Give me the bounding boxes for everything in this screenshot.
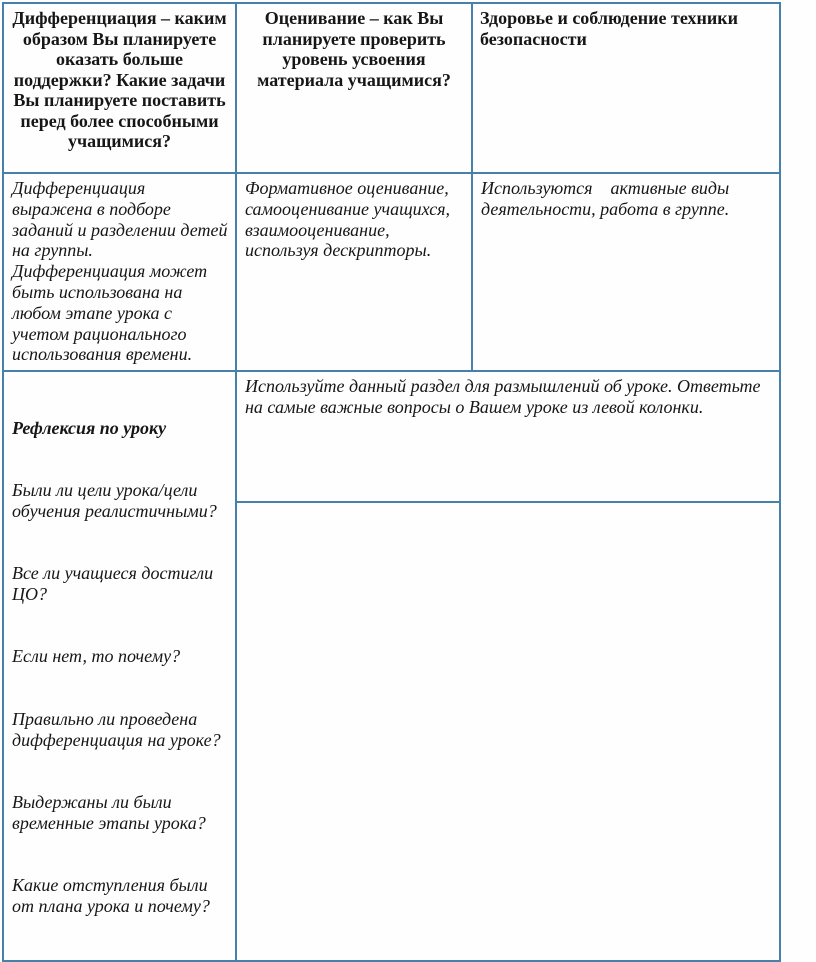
- header-cell-health-safety: Здоровье и соблюдение техники безопасности: [472, 3, 780, 173]
- lesson-plan-table: [2, 2, 781, 962]
- reflection-question: Все ли учащиеся достигли ЦО?: [12, 563, 218, 604]
- reflection-question: Были ли цели урока/цели обучения реалистичными?: [12, 479, 217, 521]
- cell-differentiation-notes: Дифференциация выражена в подборе заданий и разделении детей на группы. Дифференциация может быть использована на любом этапе урока с учетом рационального использования времени.: [3, 173, 236, 371]
- cell-reflection-answer-empty: [236, 502, 780, 962]
- notes-row: [3, 173, 780, 371]
- cell-lesson-reflection: [3, 371, 236, 961]
- cell-assessment-notes: Формативное оценивание, самооценивание учащихся, взаимооценивание, используя дескрипторы.: [236, 173, 472, 371]
- header-row: [3, 3, 780, 173]
- header-cell-differentiation: Дифференциация – каким образом Вы планируете оказать больше поддержки? Какие задачи Вы планируете поставить перед более способными учащимися?: [3, 3, 236, 173]
- header-cell-assessment: Оценивание – как Вы планируете проверить уровень усвоения материала учащимися?: [236, 3, 472, 173]
- cell-health-notes: Используются активные виды деятельности, работа в группе.: [472, 173, 780, 371]
- reflection-question: Выдержаны ли были временные этапы урока?: [12, 791, 206, 833]
- reflection-title: Рефлексия по уроку: [12, 417, 167, 438]
- reflection-question: Какие отступления были от плана урока и почему?: [12, 875, 213, 916]
- reflection-question: Правильно ли проведена дифференциация на уроке?: [12, 708, 221, 750]
- reflection-question: Если нет, то почему?: [12, 646, 181, 667]
- cell-reflection-instruction: Используйте данный раздел для размышлений об уроке. Ответьте на самые важные вопросы о Вашем уроке из левой колонки.: [236, 371, 780, 502]
- document-page: [0, 2, 816, 916]
- reflection-row: [3, 371, 780, 502]
